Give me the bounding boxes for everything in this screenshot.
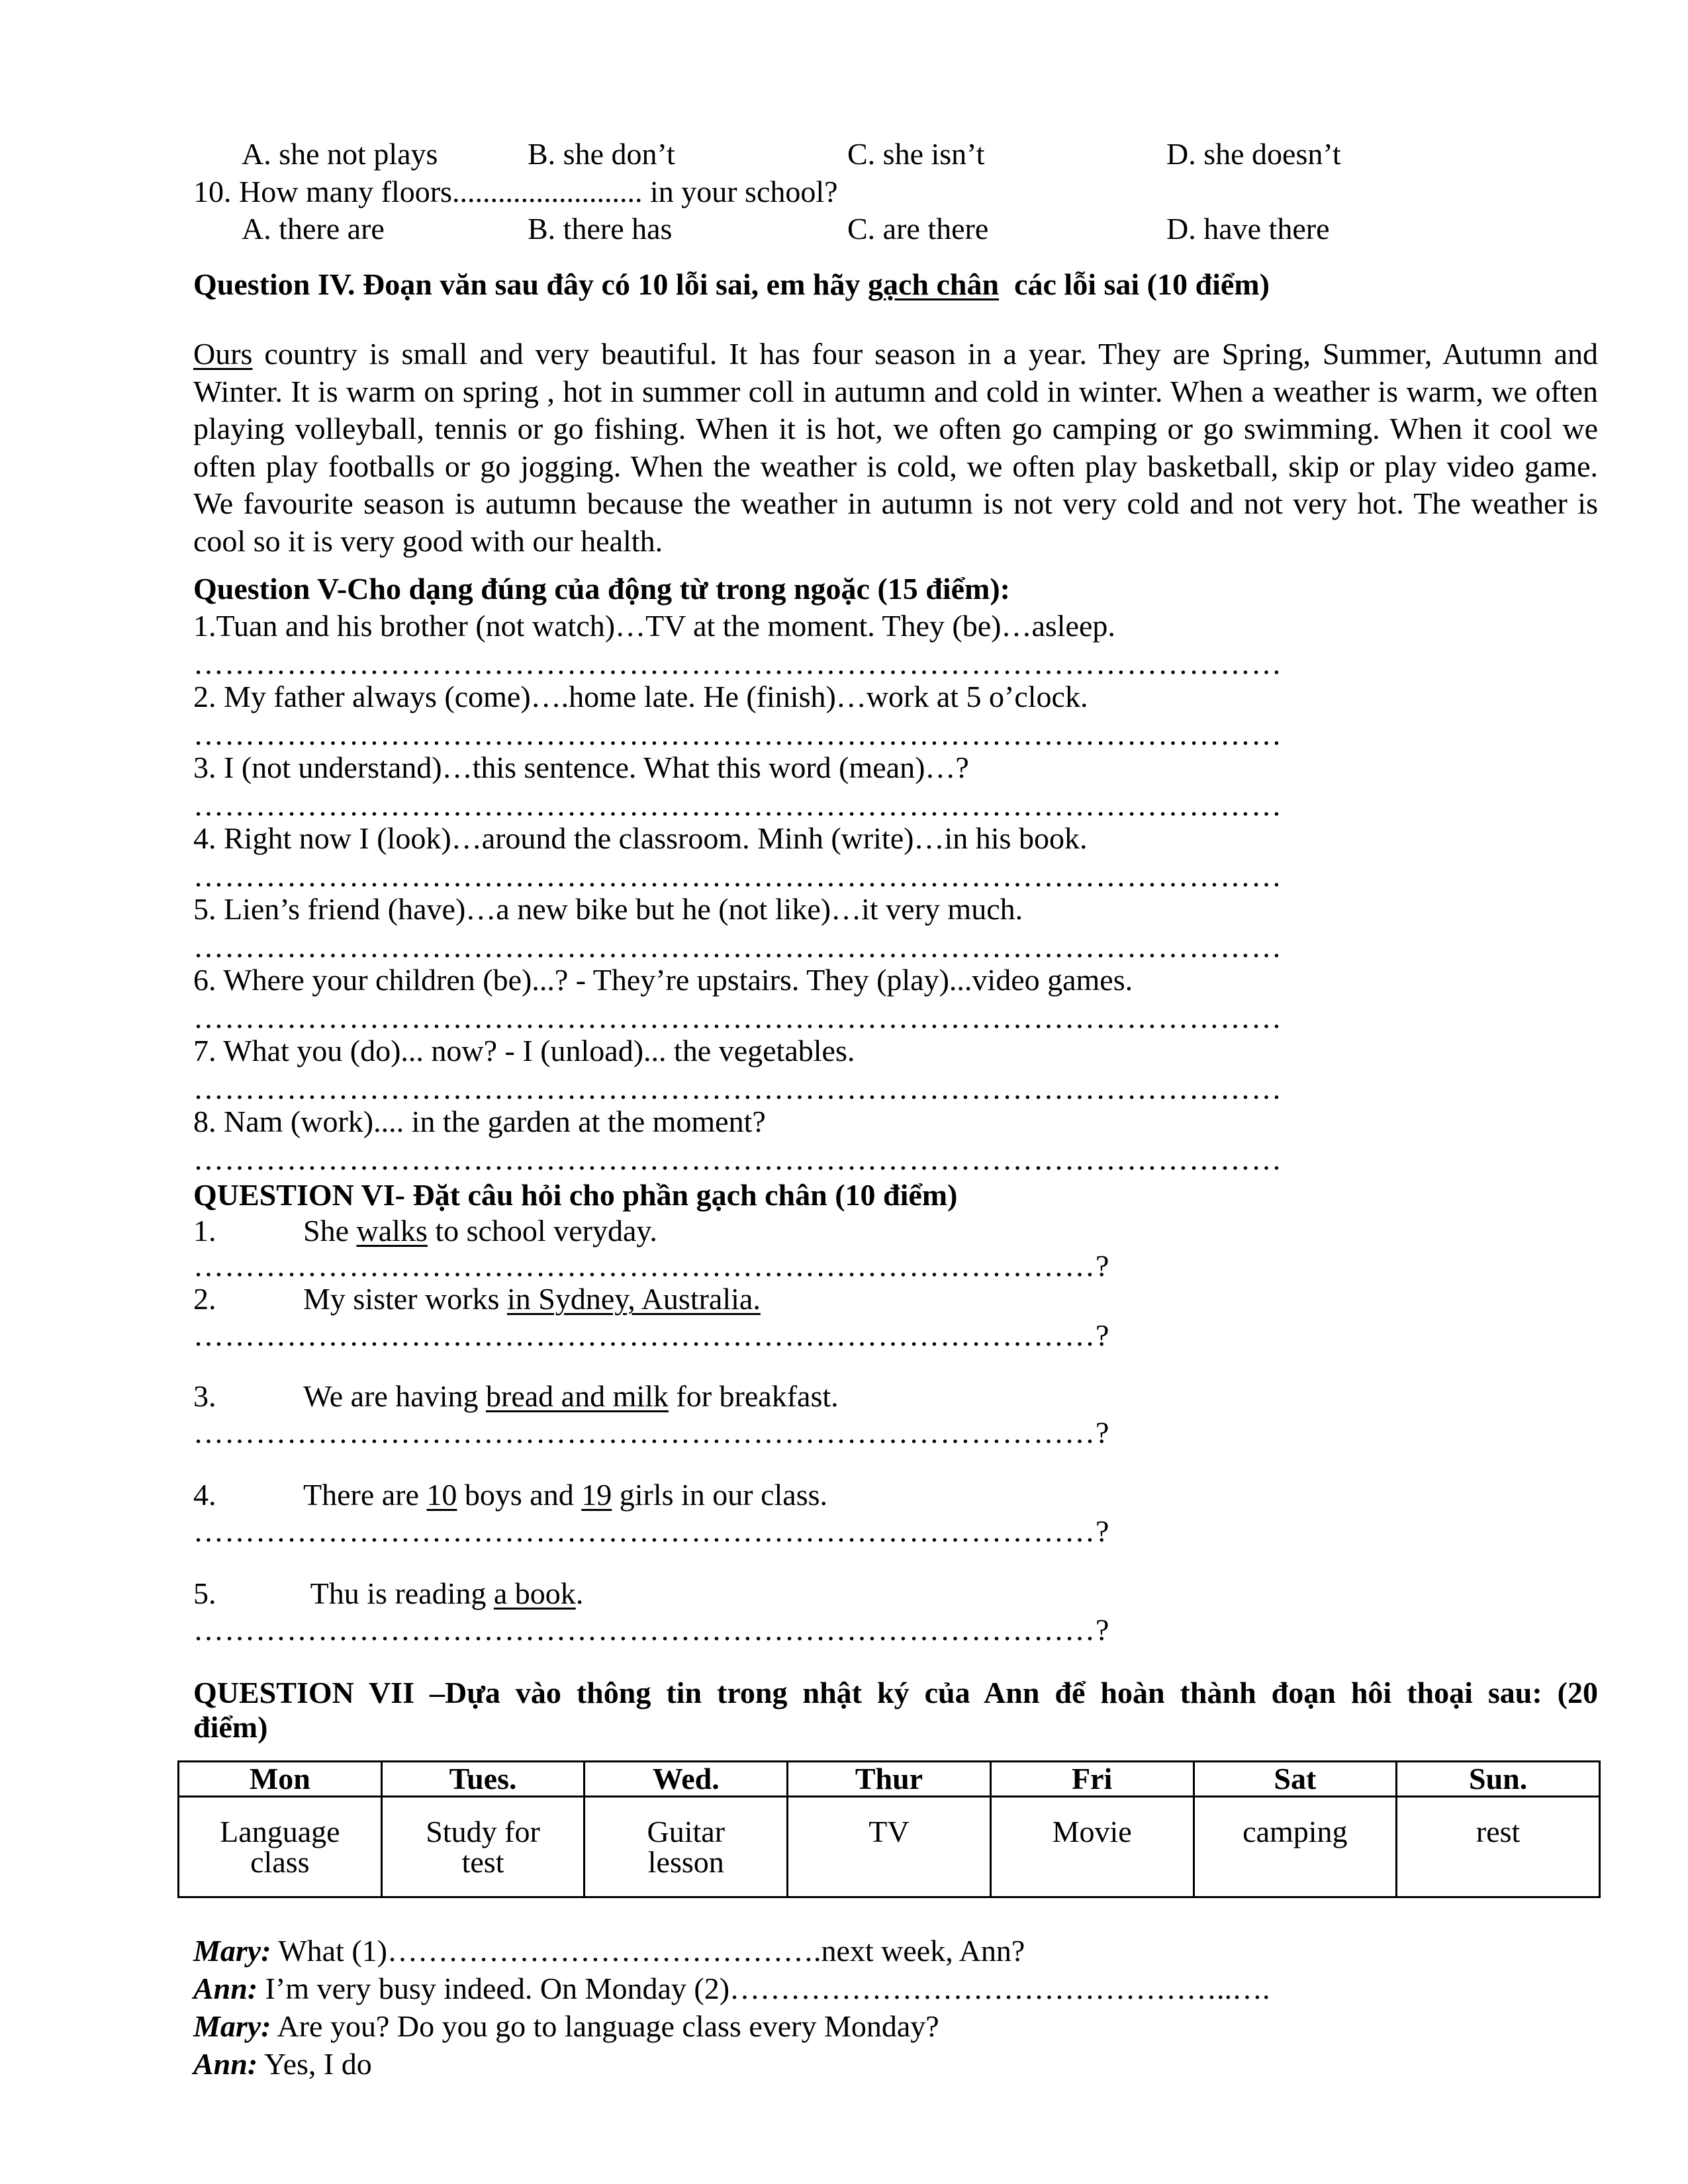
q4-passage <box>193 336 1598 560</box>
dialogue-text: Yes, I do <box>258 2047 372 2081</box>
q6-item-1-text: She <box>303 1214 357 1248</box>
dialogue-line-1 <box>193 1933 1025 1970</box>
diary-activity-line: rest <box>1476 1814 1521 1848</box>
q6-item-3-text: We are having <box>303 1379 486 1413</box>
diary-day: Tues. <box>381 1762 585 1797</box>
q10-option-b: B. there has <box>528 212 673 246</box>
diary-activity <box>788 1797 991 1897</box>
q6-item-2-text: My sister works <box>303 1282 507 1316</box>
q6-item-4-text: There are <box>303 1478 427 1512</box>
q4-first-word: Ours <box>193 337 253 371</box>
dialogue-line-2 <box>193 1970 1270 2007</box>
dialogue-text: Are you? Do you go to language class every Monday? <box>271 2009 939 2043</box>
q5-answer-line-5[interactable]: …………………………………………………………………………………………… <box>193 930 1282 964</box>
q6-item-5 <box>303 1575 583 1612</box>
diary-day: Fri <box>990 1762 1194 1797</box>
q5-answer-line-2[interactable]: …………………………………………………………………………………………… <box>193 717 1282 751</box>
q4-heading-text: Question IV. Đoạn văn sau đây có 10 lỗi sai, em hãy <box>193 267 868 301</box>
q6-item-5-underlined: a book <box>493 1576 576 1610</box>
q6-item-5-number: 5. <box>193 1576 216 1610</box>
diary-day: Wed. <box>585 1762 788 1797</box>
diary-activity-row <box>179 1797 1600 1897</box>
q5-answer-line-4[interactable]: …………………………………………………………………………………………… <box>193 859 1282 893</box>
diary-activity-line: Guitar <box>647 1814 726 1848</box>
q6-item-5-text: Thu is reading <box>303 1576 494 1610</box>
q9-option-a: A. she not plays <box>242 137 438 171</box>
q5-item-8: 8. Nam (work).... in the garden at the moment? <box>193 1105 766 1138</box>
q6-item-4-underlined-1: 10 <box>426 1478 457 1512</box>
diary-day: Thur <box>788 1762 991 1797</box>
q6-item-2-number: 2. <box>193 1282 216 1316</box>
q6-item-4 <box>303 1477 827 1514</box>
q5-heading: Question V-Cho dạng đúng của động từ trong ngoặc (15 điểm): <box>193 572 1011 606</box>
q7-heading-line-2: điểm) <box>193 1710 268 1744</box>
diary-activity-line: Movie <box>1052 1814 1132 1848</box>
q6-item-1-number: 1. <box>193 1214 216 1248</box>
q5-answer-line-3[interactable]: …………………………………………………………………………………………… <box>193 788 1282 822</box>
dialogue-text[interactable]: I’m very busy indeed. On Monday (2)…………………………………………..…. <box>258 1972 1270 2005</box>
diary-table <box>177 1760 1601 1898</box>
q5-answer-line-1[interactable]: …………………………………………………………………………………………… <box>193 647 1282 680</box>
q6-answer-line-4[interactable]: ……………………………………………………………………………? <box>193 1514 1110 1548</box>
q6-item-4-mid: boys and <box>457 1478 582 1512</box>
q4-heading-tail: các lỗi sai (10 điểm) <box>999 267 1270 301</box>
q6-answer-line-2[interactable]: ……………………………………………………………………………? <box>193 1318 1110 1352</box>
q6-item-3-number: 3. <box>193 1379 216 1413</box>
q6-item-1-underlined: walks <box>356 1214 428 1248</box>
dialogue-speaker: Ann: <box>193 2047 258 2081</box>
q6-item-1-rest: to school veryday. <box>427 1214 657 1248</box>
q6-item-3 <box>303 1378 839 1415</box>
diary-activity <box>585 1797 788 1897</box>
diary-activity <box>179 1797 382 1897</box>
diary-header-row <box>179 1762 1600 1797</box>
q6-item-4-underlined-2: 19 <box>581 1478 612 1512</box>
diary-activity <box>990 1797 1194 1897</box>
q5-item-1: 1.Tuan and his brother (not watch)…TV at the moment. They (be)…asleep. <box>193 609 1115 643</box>
q6-item-3-underlined: bread and milk <box>486 1379 669 1413</box>
q6-answer-line-5[interactable]: ……………………………………………………………………………? <box>193 1613 1110 1647</box>
q5-item-7: 7. What you (do)... now? - I (unload)... the vegetables. <box>193 1034 855 1068</box>
q6-item-5-rest: . <box>575 1576 584 1610</box>
diary-activity-line <box>996 1847 1189 1878</box>
q5-item-6: 6. Where your children (be)...? - They’re upstairs. They (play)...video games. <box>193 963 1133 997</box>
diary-activity-line: lesson <box>647 1844 724 1879</box>
diary-activity-line: test <box>461 1844 504 1879</box>
dialogue-speaker: Mary: <box>193 1934 271 1968</box>
q5-item-4: 4. Right now I (look)…around the classroom. Minh (write)…in his book. <box>193 821 1088 855</box>
diary-activity <box>1397 1797 1600 1897</box>
q6-item-4-number: 4. <box>193 1478 216 1512</box>
q10-stem: 10. How many floors......................... in your school? <box>193 175 838 208</box>
diary-day: Mon <box>179 1762 382 1797</box>
q6-item-2 <box>303 1281 761 1318</box>
diary-activity <box>1194 1797 1397 1897</box>
dialogue-speaker: Ann: <box>193 1972 258 2005</box>
q5-answer-line-8[interactable]: …………………………………………………………………………………………… <box>193 1142 1282 1176</box>
diary-activity-line <box>1401 1847 1595 1878</box>
dialogue-line-4 <box>193 2046 372 2083</box>
dialogue-text[interactable]: What (1)…………………………………….next week, Ann? <box>271 1934 1025 1968</box>
diary-activity-line <box>792 1847 986 1878</box>
q5-item-2: 2. My father always (come)….home late. He (finish)…work at 5 o’clock. <box>193 680 1088 713</box>
q4-heading-underlined: gạch chân <box>868 267 1000 301</box>
q6-item-4-rest: girls in our class. <box>612 1478 828 1512</box>
dialogue-line-3 <box>193 2008 939 2045</box>
q6-heading: QUESTION VI- Đặt câu hỏi cho phần gạch chân (10 điểm) <box>193 1178 958 1212</box>
q9-option-c: C. she isn’t <box>847 137 985 171</box>
diary-activity-line: Language <box>220 1814 340 1848</box>
diary-activity-line: Study for <box>426 1814 540 1848</box>
diary-day: Sun. <box>1397 1762 1600 1797</box>
diary-activity-line: class <box>250 1844 310 1879</box>
q6-item-2-underlined: in Sydney, Australia. <box>506 1282 761 1316</box>
q6-answer-line-3[interactable]: ……………………………………………………………………………? <box>193 1416 1110 1449</box>
q6-answer-line-1[interactable]: ……………………………………………………………………………? <box>193 1249 1110 1283</box>
q10-option-d: D. have there <box>1166 212 1330 246</box>
q4-passage-text: country is small and very beautiful. It has four season in a year. They are Spring, Summer, Autumn and Winter. It is warm on spring , hot in summer coll in autumn and cold in winter. When a weather is warm, we often playing volleyball, tennis or go fishing. When it is hot, we often go camping or go swimming. When it cool we often play footballs or go jogging. When the weather is cold, we often play basketball, skip or play video game. We favourite season is autumn because the weather in autumn is not very cold and not very hot. The weather is cool so it is very good with our health. <box>193 337 1598 558</box>
q5-answer-line-6[interactable]: …………………………………………………………………………………………… <box>193 1001 1282 1034</box>
q7-heading-line-1: QUESTION VII –Dựa vào thông tin trong nhật ký của Ann để hoàn thành đoạn hôi thoại sau: (20 <box>193 1676 1598 1709</box>
q9-option-d: D. she doesn’t <box>1166 137 1341 171</box>
q10-option-a: A. there are <box>242 212 385 246</box>
q6-item-3-rest: for breakfast. <box>668 1379 839 1413</box>
diary-activity-line <box>1199 1847 1392 1878</box>
q5-answer-line-7[interactable]: …………………………………………………………………………………………… <box>193 1071 1282 1105</box>
q10-option-c: C. are there <box>847 212 989 246</box>
q9-option-b: B. she don’t <box>528 137 675 171</box>
q5-item-5: 5. Lien’s friend (have)…a new bike but he (not like)…it very much. <box>193 892 1023 926</box>
diary-activity-line: TV <box>868 1814 910 1848</box>
dialogue-speaker: Mary: <box>193 2009 271 2043</box>
diary-activity <box>381 1797 585 1897</box>
q5-item-3: 3. I (not understand)…this sentence. What this word (mean)…? <box>193 751 969 784</box>
diary-day: Sat <box>1194 1762 1397 1797</box>
q6-item-1 <box>303 1212 657 1250</box>
diary-activity-line: camping <box>1243 1814 1348 1848</box>
q4-heading <box>193 266 1270 303</box>
